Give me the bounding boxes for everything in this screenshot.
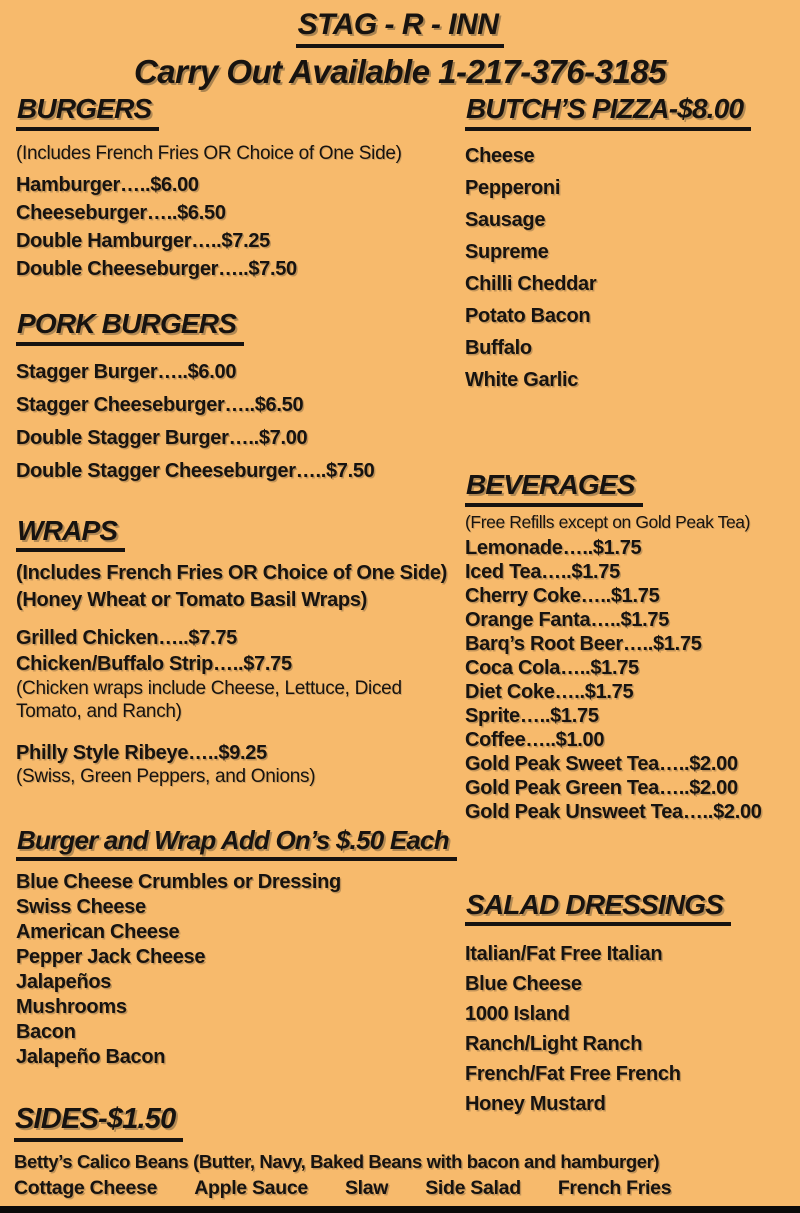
menu-item: Double Stagger Burger…..$7.00 — [16, 426, 308, 449]
section-note: (Includes French Fries OR Choice of One Side) — [16, 562, 448, 585]
menu-item: Philly Style Ribeye…..$9.25 — [16, 742, 267, 765]
section-note: (Honey Wheat or Tomato Basil Wraps) — [16, 589, 368, 612]
sides-item-row — [14, 1177, 794, 1200]
menu-item: Stagger Cheeseburger…..$6.50 — [16, 393, 304, 416]
menu-item-list — [465, 939, 797, 1119]
menu-item-list — [16, 625, 466, 788]
carry-out-phone-line: Carry Out Available 1-217-376-3185 — [133, 53, 667, 90]
menu-item: Diet Coke…..$1.75 — [465, 680, 634, 703]
menu-item: Sausage — [465, 208, 546, 231]
menu-item: Gold Peak Green Tea…..$2.00 — [465, 776, 738, 799]
menu-item: Double Stagger Cheeseburger…..$7.50 — [16, 459, 375, 482]
menu-item: Gold Peak Sweet Tea…..$2.00 — [465, 752, 738, 775]
section-heading: BURGERS — [16, 94, 159, 131]
section-sides — [14, 1104, 794, 1200]
menu-item: Iced Tea…..$1.75 — [465, 560, 620, 583]
section-heading: PORK BURGERS — [16, 309, 244, 346]
right-column — [465, 94, 797, 1119]
section-heading: BUTCH’S PIZZA-$8.00 — [465, 94, 751, 131]
section-pizza — [465, 94, 797, 396]
menu-item: Chilli Cheddar — [465, 272, 597, 295]
section-heading: BEVERAGES — [465, 470, 643, 507]
menu-item: Jalapeños — [16, 970, 112, 993]
section-salad-dressings — [465, 890, 797, 1120]
menu-item: Jalapeño Bacon — [16, 1045, 166, 1068]
menu-item-list — [16, 870, 466, 1070]
menu-item: Lemonade…..$1.75 — [465, 536, 642, 559]
section-heading: WRAPS — [16, 516, 125, 553]
menu-item: Buffalo — [465, 336, 532, 359]
menu-item: Blue Cheese — [465, 973, 582, 996]
section-note: (Free Refills except on Gold Peak Tea) — [465, 511, 751, 532]
menu-item: French Fries — [557, 1176, 672, 1199]
menu-item: Pepper Jack Cheese — [16, 945, 206, 968]
menu-item: Barq’s Root Beer…..$1.75 — [465, 632, 702, 655]
menu-item: Double Hamburger…..$7.25 — [16, 229, 270, 252]
menu-item: Supreme — [465, 240, 549, 263]
section-heading: SIDES-$1.50 — [14, 1104, 183, 1142]
menu-item: White Garlic — [465, 368, 579, 391]
menu-item: Potato Bacon — [465, 304, 591, 327]
section-wraps — [16, 516, 466, 789]
menu-item: Gold Peak Unsweet Tea…..$2.00 — [465, 800, 762, 823]
section-notes — [16, 560, 466, 614]
menu-item: Grilled Chicken…..$7.75 — [16, 627, 237, 650]
chicken-wrap-note: (Chicken wraps include Cheese, Lettuce, Diced Tomato, and Ranch) — [16, 678, 402, 723]
section-add-ons — [16, 826, 466, 1070]
menu-item: Coca Cola…..$1.75 — [465, 656, 639, 679]
menu-item: Sprite…..$1.75 — [465, 704, 599, 727]
menu-item: Cottage Cheese — [14, 1176, 158, 1199]
bottom-edge-bar — [0, 1206, 800, 1213]
restaurant-title: STAG - R - INN — [296, 8, 505, 48]
sides-beans-line: Betty’s Calico Beans (Butter, Navy, Baked Beans with bacon and hamburger) — [14, 1150, 660, 1172]
menu-item: Ranch/Light Ranch — [465, 1033, 643, 1056]
menu-item: Hamburger…..$6.00 — [16, 173, 199, 196]
menu-header — [0, 0, 800, 91]
section-heading: Burger and Wrap Add On’s $.50 Each — [16, 826, 457, 861]
menu-item: French/Fat Free French — [465, 1063, 681, 1086]
section-heading: SALAD DRESSINGS — [465, 890, 731, 927]
menu-item: Coffee…..$1.00 — [465, 728, 605, 751]
menu-item: Italian/Fat Free Italian — [465, 943, 663, 966]
menu-item: Stagger Burger…..$6.00 — [16, 360, 237, 383]
section-beverages — [465, 470, 797, 824]
menu-item: Honey Mustard — [465, 1093, 606, 1116]
menu-item: Cherry Coke…..$1.75 — [465, 584, 660, 607]
menu-item: Chicken/Buffalo Strip…..$7.75 — [16, 653, 292, 676]
menu-item: Pepperoni — [465, 176, 561, 199]
menu-item-list — [465, 536, 797, 824]
menu-item: Swiss Cheese — [16, 895, 146, 918]
menu-item: Orange Fanta…..$1.75 — [465, 608, 670, 631]
left-column — [16, 94, 466, 1070]
menu-item: Bacon — [16, 1020, 76, 1043]
menu-item: Slaw — [344, 1176, 389, 1199]
menu-item: Blue Cheese Crumbles or Dressing — [16, 870, 341, 893]
ribeye-note: (Swiss, Green Peppers, and Onions) — [16, 766, 316, 788]
section-burgers — [16, 94, 466, 283]
section-pork-burgers — [16, 309, 466, 488]
menu-item-list — [465, 140, 797, 396]
menu-item: Side Salad — [425, 1176, 521, 1199]
menu-item-list — [16, 356, 466, 488]
menu-item-list — [16, 171, 466, 283]
menu-item: Apple Sauce — [194, 1176, 308, 1199]
menu-item: Double Cheeseburger…..$7.50 — [16, 257, 297, 280]
section-note: (Includes French Fries OR Choice of One Side) — [16, 142, 402, 164]
menu-item: Cheeseburger…..$6.50 — [16, 201, 226, 224]
menu-item: American Cheese — [16, 920, 180, 943]
menu-item: 1000 Island — [465, 1003, 570, 1026]
menu-item: Mushrooms — [16, 995, 127, 1018]
menu-item: Cheese — [465, 144, 535, 167]
